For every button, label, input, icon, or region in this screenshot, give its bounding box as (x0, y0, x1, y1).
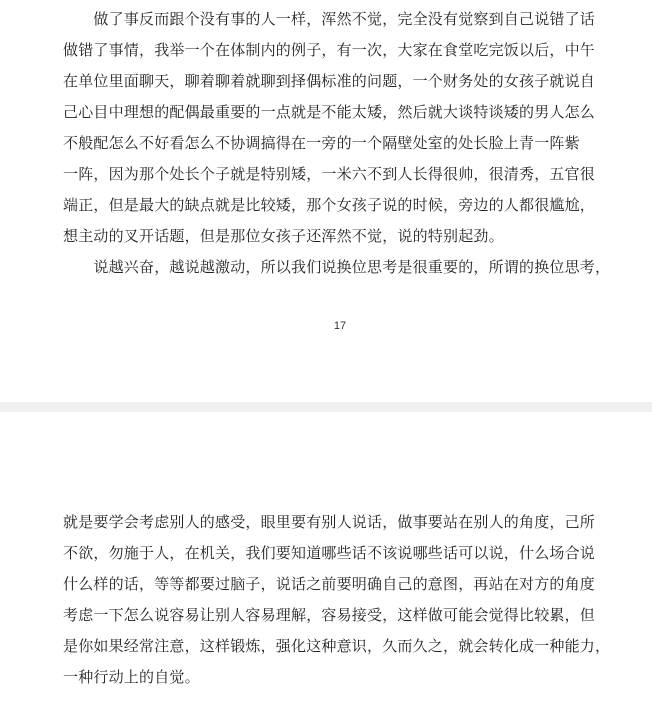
text-line: 想主动的叉开话题，但是那位女孩子还浑然不觉，说的特别起劲。 (63, 227, 504, 245)
text-line: 端正，但是最大的缺点就是比较矮，那个女孩子说的时候，旁边的人都很尴尬， (63, 196, 596, 214)
text-line: 就是要学会考虑别人的感受，眼里要有别人说话，做事要站在别人的角度，己所 (63, 513, 596, 531)
text-line: 一种行动上的自觉。 (63, 668, 200, 686)
paragraph-text-top (63, 4, 623, 283)
text-line: 做错了事情，我举一个在体制内的例子，有一次，大家在食堂吃完饭以后，中午 (63, 41, 596, 59)
text-line: 在单位里面聊天，聊着聊着就聊到择偶标准的问题，一个财务处的女孩子就说自 (63, 72, 596, 90)
paragraph-text-bottom (63, 507, 623, 693)
page-number: 17 (333, 320, 347, 332)
page-separator (0, 402, 652, 412)
text-line: 考虑一下怎么说容易让别人容易理解，容易接受，这样做可能会觉得比较累，但 (63, 606, 596, 624)
text-line: 不欲，勿施于人，在机关，我们要知道哪些话不该说哪些话可以说，什么场合说 (63, 544, 596, 562)
text-line: 是你如果经常注意，这样锻炼，强化这种意识，久而久之，就会转化成一种能力， (63, 637, 611, 655)
document-page-bottom (0, 412, 652, 719)
text-line: 己心目中理想的配偶最重要的一点就是不能太矮，然后就大谈特谈矮的男人怎么 (63, 103, 596, 121)
text-line: 一阵，因为那个处长个子就是特别矮，一米六不到人长得很帅，很清秀，五官很 (63, 165, 596, 183)
text-line: 不般配怎么不好看怎么不协调搞得在一旁的一个隔壁处室的处长脸上青一阵紫 (63, 134, 580, 152)
text-line: 做了事反而跟个没有事的人一样，浑然不觉，完全没有觉察到自己说错了话 (63, 10, 596, 28)
text-line: 什么样的话，等等都要过脑子，说话之前要明确自己的意图，再站在对方的角度 (63, 575, 596, 593)
text-line: 说越兴奋，越说越激动，所以我们说换位思考是很重要的，所谓的换位思考， (63, 258, 611, 276)
